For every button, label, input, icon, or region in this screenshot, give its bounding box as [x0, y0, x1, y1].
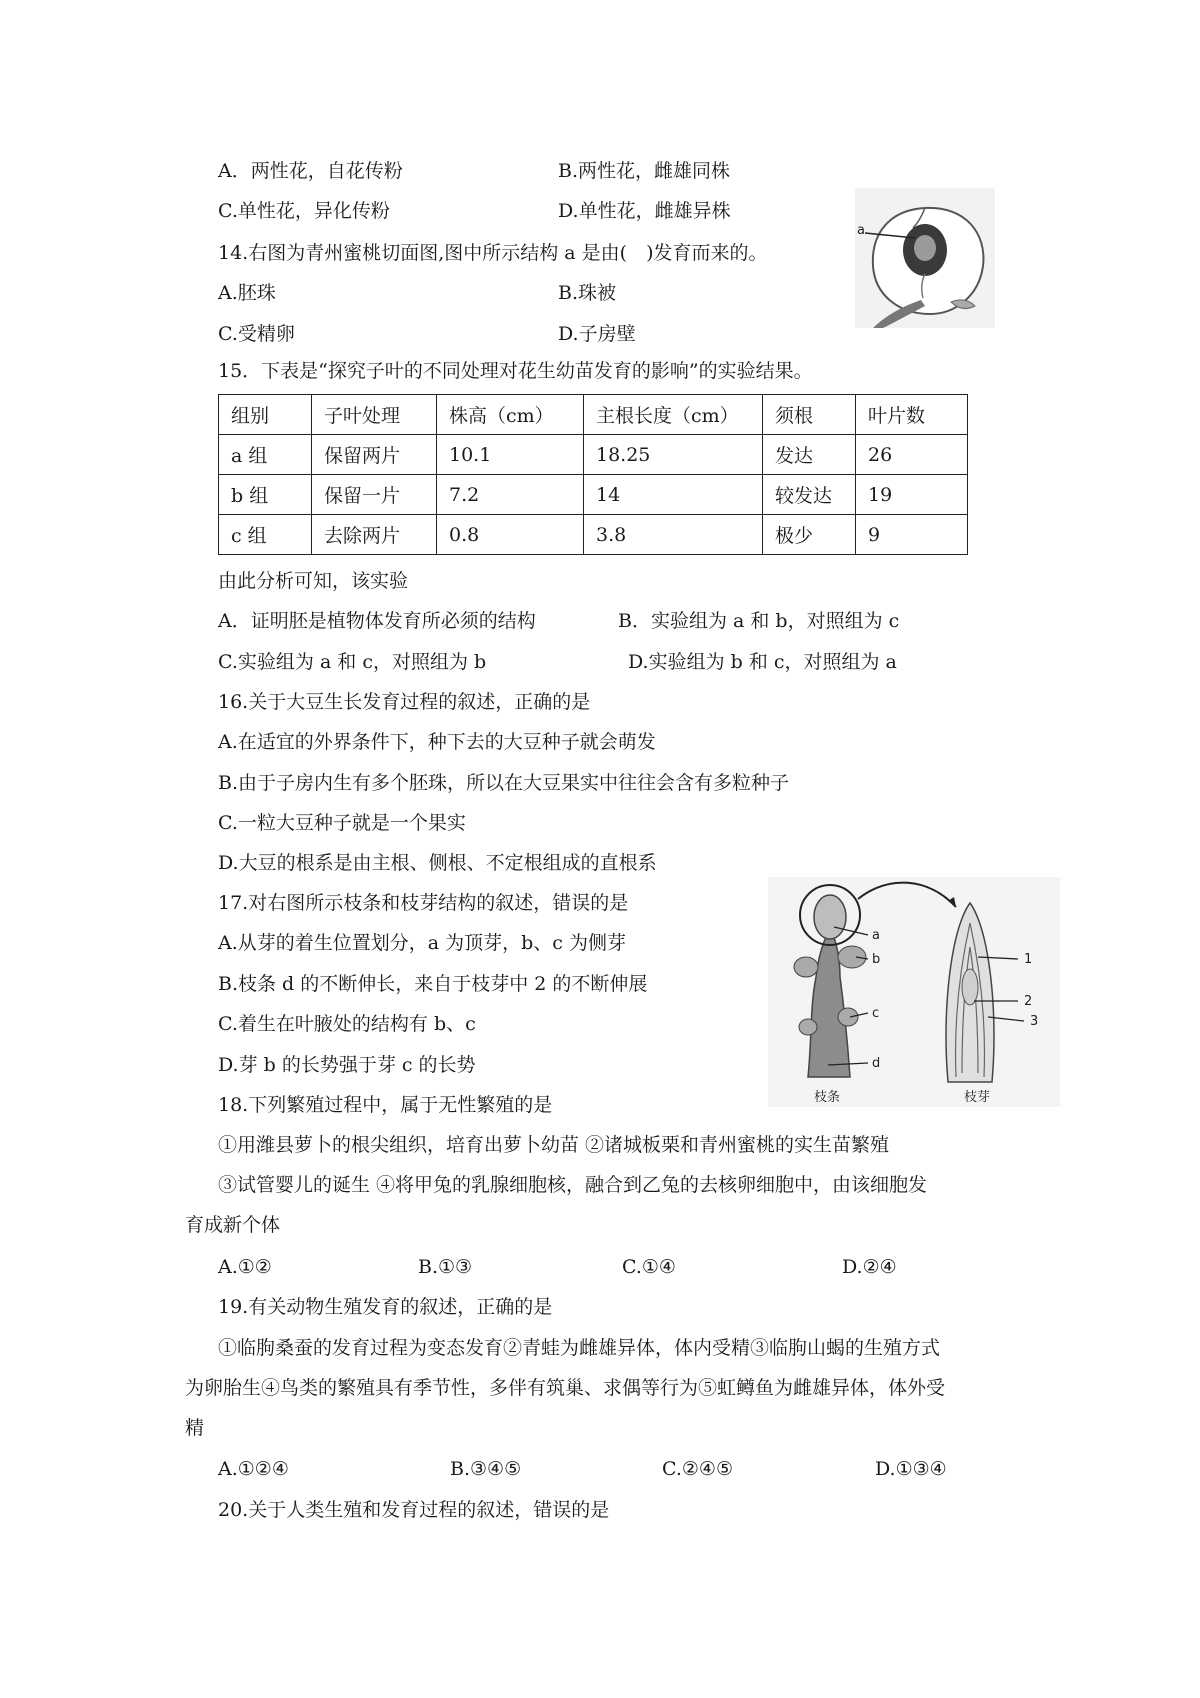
figure-label-a: a — [857, 223, 865, 238]
q19-option-a: A.①②④ — [218, 1458, 289, 1480]
table-cell: 极少 — [763, 515, 856, 555]
q13-option-d: D.单性花，雌雄异株 — [558, 200, 731, 222]
q18-option-c: C.①④ — [622, 1256, 676, 1278]
q17-option-c: C.着生在叶腋处的结构有 b、c — [218, 1013, 476, 1035]
figure-label-b: b — [872, 952, 881, 967]
q19-option-c: C.②④⑤ — [662, 1458, 733, 1480]
figure-caption-branch: 枝条 — [814, 1090, 841, 1105]
q13-option-a: A．两性花，自花传粉 — [218, 160, 403, 182]
q14-option-c: C.受精卵 — [218, 323, 295, 345]
table-header: 须根 — [763, 395, 856, 435]
q18-item-line: ①用潍县萝卜的根尖组织，培育出萝卜幼苗 ②诸城板栗和青州蜜桃的实生苗繁殖 — [218, 1134, 890, 1156]
q18-stem: 18.下列繁殖过程中，属于无性繁殖的是 — [218, 1094, 553, 1116]
q15-option-b: B．实验组为 a 和 b，对照组为 c — [618, 610, 900, 632]
q18-option-d: D.②④ — [842, 1256, 897, 1278]
q16-option-d: D.大豆的根系是由主根、侧根、不定根组成的直根系 — [218, 852, 657, 874]
q16-option-b: B.由于子房内生有多个胚珠，所以在大豆果实中往往会含有多粒种子 — [218, 772, 790, 794]
table-header: 株高（cm） — [437, 395, 584, 435]
q19-item-line: 为卵胎生④鸟类的繁殖具有季节性，多伴有筑巢、求偶等行为⑤虹鳟鱼为雌雄异体，体外受 — [185, 1377, 946, 1399]
q16-option-c: C.一粒大豆种子就是一个果实 — [218, 812, 466, 834]
table-cell: 保留一片 — [312, 475, 437, 515]
figure-caption-bud: 枝芽 — [964, 1090, 991, 1105]
table-row — [219, 435, 968, 475]
table-cell: 较发达 — [763, 475, 856, 515]
table-cell: 保留两片 — [312, 435, 437, 475]
q14-option-a: A.胚珠 — [218, 282, 276, 304]
q15-option-d: D.实验组为 b 和 c，对照组为 a — [628, 651, 897, 673]
table-header: 叶片数 — [856, 395, 968, 435]
q19-option-b: B.③④⑤ — [450, 1458, 522, 1480]
table-cell: a 组 — [219, 435, 312, 475]
table-cell: b 组 — [219, 475, 312, 515]
table-cell: 9 — [856, 515, 968, 555]
table-header: 子叶处理 — [312, 395, 437, 435]
q15-option-a: A．证明胚是植物体发育所必须的结构 — [218, 610, 536, 632]
q18-item-line: ③试管婴儿的诞生 ④将甲兔的乳腺细胞核，融合到乙兔的去核卵细胞中，由该细胞发 — [218, 1174, 928, 1196]
q15-stem: 15．下表是“探究子叶的不同处理对花生幼苗发育的影响”的实验结果。 — [218, 360, 813, 382]
q19-stem: 19.有关动物生殖发育的叙述，正确的是 — [218, 1296, 553, 1318]
table-cell: 去除两片 — [312, 515, 437, 555]
experiment-table — [218, 394, 968, 555]
table-cell: 14 — [584, 475, 763, 515]
q16-option-a: A.在适宜的外界条件下，种下去的大豆种子就会萌发 — [218, 731, 656, 753]
q14-option-b: B.珠被 — [558, 282, 617, 304]
figure-label-3: 3 — [1030, 1014, 1039, 1029]
table-cell: 10.1 — [437, 435, 584, 475]
q18-option-a: A.①② — [218, 1256, 272, 1278]
q18-option-b: B.①③ — [418, 1256, 473, 1278]
q19-item-line: ①临朐桑蚕的发育过程为变态发育②青蛙为雌雄异体，体内受精③临朐山蝎的生殖方式 — [218, 1337, 941, 1359]
table-cell: 26 — [856, 435, 968, 475]
figure-label-a: a — [872, 928, 880, 943]
table-header: 组别 — [219, 395, 312, 435]
peach-cross-section-figure — [855, 188, 995, 328]
q17-option-d: D.芽 b 的长势强于芽 c 的长势 — [218, 1054, 476, 1076]
table-header-row — [219, 395, 968, 435]
figure-label-c: c — [872, 1006, 880, 1021]
q17-stem: 17.对右图所示枝条和枝芽结构的叙述，错误的是 — [218, 892, 629, 914]
table-header: 主根长度（cm） — [584, 395, 763, 435]
q15-option-c: C.实验组为 a 和 c，对照组为 b — [218, 651, 487, 673]
table-cell: 3.8 — [584, 515, 763, 555]
figure-label-1: 1 — [1024, 952, 1033, 967]
table-cell: 0.8 — [437, 515, 584, 555]
q13-option-b: B.两性花，雌雄同株 — [558, 160, 731, 182]
branch-and-bud-figure — [768, 877, 1060, 1107]
q17-option-a: A.从芽的着生位置划分，a 为顶芽，b、c 为侧芽 — [218, 932, 626, 954]
q13-option-c: C.单性花，异化传粉 — [218, 200, 390, 222]
q19-option-d: D.①③④ — [875, 1458, 947, 1480]
table-cell: 18.25 — [584, 435, 763, 475]
table-cell: c 组 — [219, 515, 312, 555]
q20-stem: 20.关于人类生殖和发育过程的叙述，错误的是 — [218, 1499, 610, 1521]
table-row — [219, 515, 968, 555]
q14-stem: 14.右图为青州蜜桃切面图,图中所示结构 a 是由( )发育而来的。 — [218, 242, 768, 264]
table-cell: 7.2 — [437, 475, 584, 515]
table-row — [219, 475, 968, 515]
figure-label-d: d — [872, 1056, 881, 1071]
table-cell: 发达 — [763, 435, 856, 475]
q14-option-d: D.子房壁 — [558, 323, 636, 345]
q19-item-line: 精 — [185, 1417, 205, 1439]
q17-option-b: B.枝条 d 的不断伸长，来自于枝芽中 2 的不断伸展 — [218, 973, 648, 995]
table-cell: 19 — [856, 475, 968, 515]
q15-lead: 由此分析可知，该实验 — [218, 570, 409, 592]
q18-item-line: 育成新个体 — [185, 1214, 281, 1236]
q16-stem: 16.关于大豆生长发育过程的叙述，正确的是 — [218, 691, 591, 713]
figure-label-2: 2 — [1024, 994, 1033, 1009]
